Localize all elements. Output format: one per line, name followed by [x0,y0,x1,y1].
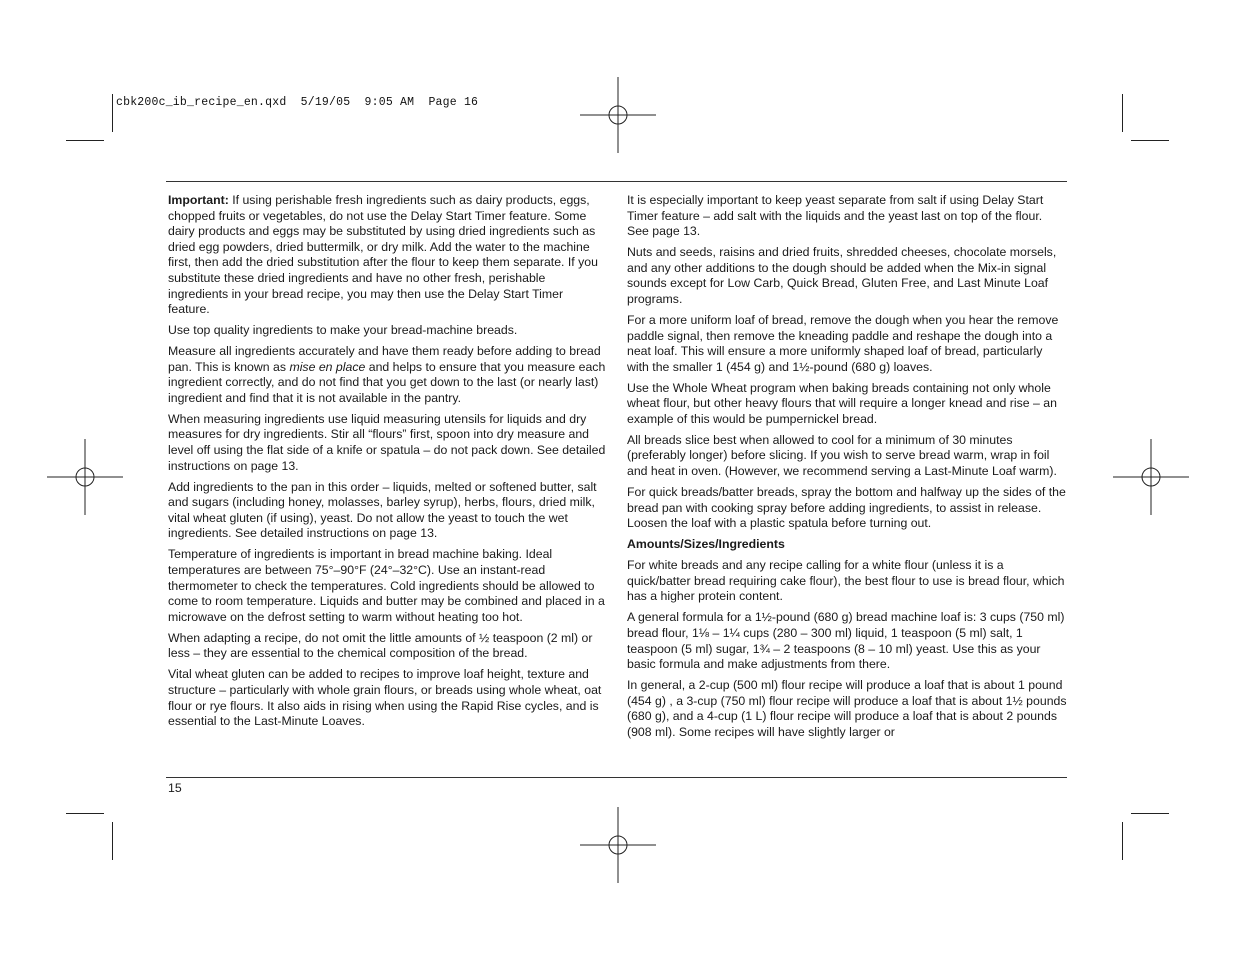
registration-mark-top [580,77,656,153]
registration-mark-bottom [580,807,656,883]
important-label: Important: [168,193,229,207]
yeast-salt-paragraph: It is especially important to keep yeast separate from salt if using Delay Start Timer feature – add salt with the liquids and the yeast last on top of the flour. See page 13. [627,193,1044,239]
important-text: If using perishable fresh ingredients such as dairy products, eggs, chopped fruits or vegetables, do not use the Delay Start Timer feature. Some dairy products and eggs may be substituted by using dried ingredients such as dried egg powders, dried buttermilk, or dry milk. Add the water to the machine first, then add the dried substitution after the flour to keep them separate. If you substitute these dried ingredients and have no other fresh, perishable ingredients in your bread recipe, you may then use the Delay Start Timer feature. [168,193,598,317]
white-bread-paragraph: For white breads and any recipe calling for a white flour (unless it is a quick/batter bread requiring cake flour), the best flour to use is bread flour, which has a higher protein content. [627,558,1065,604]
important-paragraph [168,193,608,318]
amounts-heading: Amounts/Sizes/Ingredients [627,537,785,552]
temperature-paragraph: Temperature of ingredients is important in bread machine baking. Ideal temperatures are between 75°–90°F (24°–32°C). Use an instant-read thermometer to check the temperatures. Cold ingredients should be allowed to come to room temperature. Liquids and butter may be combined and placed in a microwave on the defrost setting to warm without heating too hot. [168,547,605,624]
measure-text-a: Measure all ingredients accurately and have them ready before adding to bread pan. This is known as [168,344,601,374]
gluten-paragraph: Vital wheat gluten can be added to recipes to improve loaf height, texture and structure – particularly with whole grain flours, or breads using whole wheat, oat flour or rye flours. It also aids in rising when using the Rapid Rise cycles, and is essential to the Last-Minute Loaves. [168,667,602,729]
page-number: 15 [168,781,182,795]
top-rule [166,181,1067,182]
nuts-paragraph: Nuts and seeds, raisins and dried fruits, shredded cheeses, chocolate morsels, and any other additions to the dough should be added when the Mix-in signal sounds except for Low Carb, Quick Bread, Gluten Free, and Last Minute Loaf programs. [627,245,1057,306]
bottom-rule [166,777,1067,778]
right-column [627,193,1067,746]
general-yield-paragraph: In general, a 2-cup (500 ml) flour recipe will produce a loaf that is about 1 pound (454 g) , a 3-cup (750 ml) flour recipe will produce a loaf that is about 1½ pounds (680 g), and a 4-cup (1 L) flour recipe will produce a loaf that is about 2 pounds (908 ml). Some recipes will have slightly larger or [627,678,1067,739]
registration-mark-left [47,439,123,515]
utensils-paragraph: When measuring ingredients use liquid measuring utensils for liquids and dry measures for dry ingredients. Stir all “flours” first, spoon into dry measure and level off using the flat side of a knife or spatula – do not pack down. See detailed instructions on page 13. [168,411,606,473]
formula-paragraph: A general formula for a 1½-pound (680 g) bread machine loaf is: 3 cups (750 ml) bread flour, 1⅛ – 1¼ cups (280 – 300 ml) liquid, 1 teaspoon (5 ml) salt, 1 teaspoon (5 ml) sugar, 1¾ – 2 teaspoons (8 – 10 ml) yeast. Use this as your basic formula and make adjustments from there. [627,610,1065,672]
measure-paragraph [168,344,608,406]
quality-paragraph: Use top quality ingredients to make your bread-machine breads. [168,323,518,338]
left-column [168,193,608,735]
adapting-paragraph: When adapting a recipe, do not omit the little amounts of ½ teaspoon (2 ml) or less – they are essential to the chemical composition of the bread. [168,630,593,661]
mise-en-place-term: mise en place [289,359,366,374]
registration-mark-right [1113,439,1189,515]
order-paragraph: Add ingredients to the pan in this order – liquids, melted or softened butter, salt and sugars (including honey, molasses, barley syrup), herbs, flours, dried milk, vital wheat gluten (if using), yeast. Do not allow the yeast to touch the wet ingredients. See detailed instructions on page 13. [168,479,597,541]
slice-paragraph: All breads slice best when allowed to cool for a minimum of 30 minutes (preferably longer) before slicing. If you wish to serve bread warm, wrap in foil and heat in oven. (However, we recommend serving a Last-Minute Loaf warm). [627,432,1057,479]
whole-wheat-paragraph: Use the Whole Wheat program when baking breads containing not only whole wheat flour, but other heavy flours that will require a longer knead and rise – an example of this would be pumpernickel bread. [627,380,1057,426]
slug-line: cbk200c_ib_recipe_en.qxd 5/19/05 9:05 AM Page 16 [116,96,479,109]
quick-bread-paragraph: For quick breads/batter breads, spray the bottom and halfway up the sides of the bread pan with cooking spray before adding ingredients, to assist in release. Loosen the loaf with a plastic spatula before turning out. [627,485,1066,531]
measure-text-b: and helps to ensure that you measure each ingredient correctly, and do not find that you get down to the last (or nearly last) ingredient and find that it is not available in the pantry. [168,359,606,405]
uniform-loaf-paragraph: For a more uniform loaf of bread, remove the dough when you hear the remove paddle signal, then remove the kneading paddle and reshape the dough into a neat loaf. This will ensure a more uniformly shaped loaf of bread, particularly with the smaller 1 (454 g) and 1½-pound (680 g) loaves. [627,312,1059,374]
